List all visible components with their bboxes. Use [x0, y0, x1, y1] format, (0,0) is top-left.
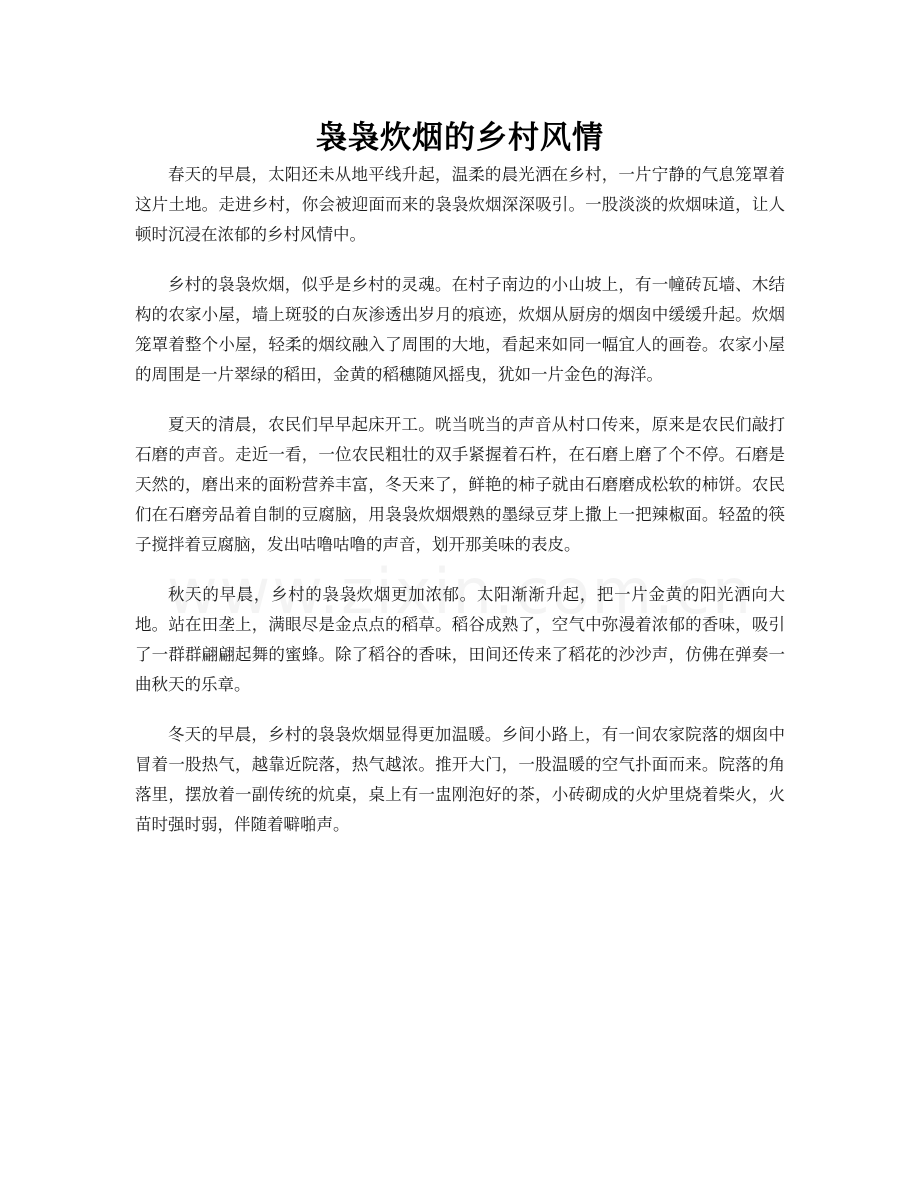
document-title: 袅袅炊烟的乡村风情 — [316, 120, 604, 156]
paragraph-summer: 夏天的清晨，农民们早早起床开工。咣当咣当的声音从村口传来，原来是农民们敲打石磨的声音。走近一看，一位农民粗壮的双手紧握着石杵，在石磨上磨了个不停。石磨是天然的，磨出来的面粉营养丰富，冬天来了，鲜艳的柿子就由石磨磨成松软的柿饼。农民们在石磨旁品着自制的豆腐脑，用袅袅炊烟煨熟的墨绿豆芽上撒上一把辣椒面。轻盈的筷子搅拌着豆腐脑，发出咕噜咕噜的声音，划开那美味的表皮。 — [135, 415, 785, 554]
paragraph-autumn: 秋天的早晨，乡村的袅袅炊烟更加浓郁。太阳渐渐升起，把一片金黄的阳光洒向大地。站在田垄上，满眼尽是金点点的稻草。稻谷成熟了，空气中弥漫着浓郁的香味，吸引了一群群翩翩起舞的蜜蜂。除了稻谷的香味，田间还传来了稻花的沙沙声，仿佛在弹奏一曲秋天的乐章。 — [135, 585, 785, 694]
document-body — [135, 160, 785, 860]
paragraph-winter: 冬天的早晨，乡村的袅袅炊烟显得更加温暖。乡间小路上，有一间农家院落的烟囱中冒着一股热气，越靠近院落，热气越浓。推开大门，一股温暖的空气扑面而来。院落的角落里，摆放着一副传统的炕桌，桌上有一盅刚泡好的茶，小砖砌成的火炉里烧着柴火，火苗时强时弱，伴随着噼啪声。 — [135, 725, 785, 834]
paragraph-smoke-soul: 乡村的袅袅炊烟，似乎是乡村的灵魂。在村子南边的小山坡上，有一幢砖瓦墙、木结构的农家小屋，墙上斑驳的白灰渗透出岁月的痕迹，炊烟从厨房的烟囱中缓缓升起。炊烟笼罩着整个小屋，轻柔的烟纹融入了周围的大地，看起来如同一幅宜人的画卷。农家小屋的周围是一片翠绿的稻田，金黄的稻穗随风摇曳，犹如一片金色的海洋。 — [135, 275, 785, 384]
paragraph-spring: 春天的早晨，太阳还未从地平线升起，温柔的晨光洒在乡村，一片宁静的气息笼罩着这片土地。走进乡村，你会被迎面而来的袅袅炊烟深深吸引。一股淡淡的炊烟味道，让人顿时沉浸在浓郁的乡村风情中。 — [135, 165, 785, 244]
